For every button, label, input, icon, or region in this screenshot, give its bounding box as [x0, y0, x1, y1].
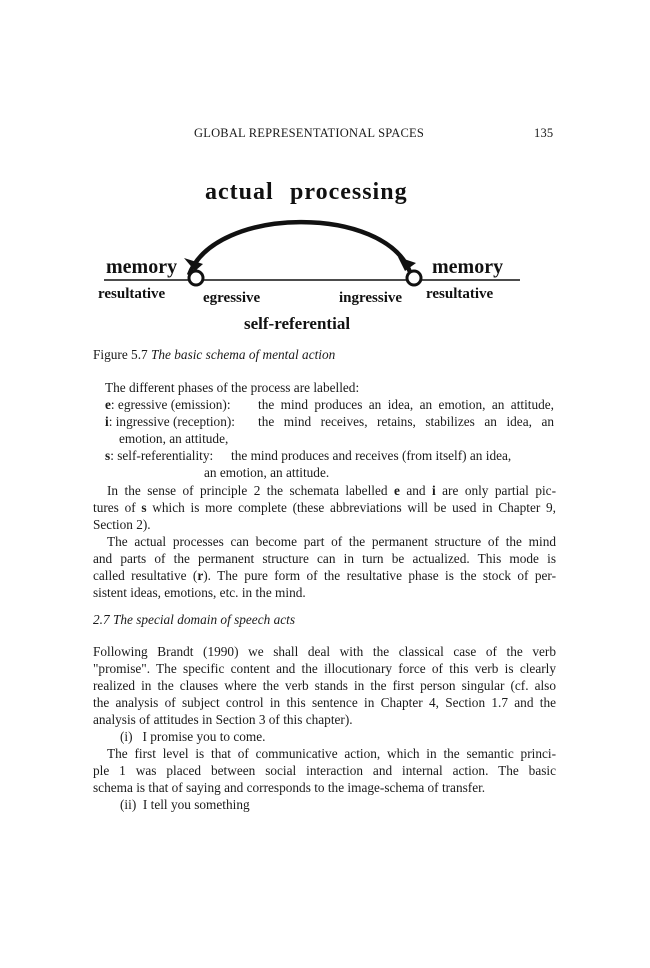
para3-line1: Following Brandt (1990) we shall deal with the classical case of the verb: [93, 644, 556, 659]
example-i: (i) I promise you to come.: [120, 729, 266, 744]
figure-title: The basic schema of mental action: [151, 347, 336, 362]
phase-e-label: [105, 397, 231, 413]
phase-i-key: i: [105, 414, 109, 429]
figure-caption: [93, 347, 335, 363]
para1-line3: Section 2).: [93, 517, 151, 532]
diagram-arc: [189, 222, 410, 275]
phase-e-label-text: : egressive (emission):: [110, 397, 231, 412]
phase-s-desc: the mind produces and receives (from itself) an idea,: [231, 448, 512, 463]
paragraph-resultative: [93, 533, 556, 601]
paragraph-promise: [93, 643, 556, 745]
phase-s-cont: an emotion, an attitude.: [204, 465, 330, 480]
para3-line2: "promise". The specific content and the illocutionary force of this verb is clearly: [93, 661, 556, 676]
para2-line1: The actual processes can become part of the permanent structure of the mind: [107, 534, 556, 549]
example-ii: (ii) I tell you something: [120, 797, 250, 812]
diagram-arrowhead-right: [398, 257, 416, 271]
phase-s-label: [105, 448, 213, 464]
section-heading: 2.7 The special domain of speech acts: [93, 612, 296, 627]
para1-line2: tures of s which is more complete (these abbreviations will be used in Chapter 9,: [93, 500, 556, 515]
phase-i-label: [105, 414, 235, 430]
phase-i-desc: the mind receives, retains, stabilizes an idea, an: [258, 414, 554, 429]
diagram-node-left: [189, 271, 203, 285]
para4-line3: schema is that of saying and corresponds to the image-schema of transfer.: [93, 780, 486, 795]
diagram-label-memory-left: memory: [106, 256, 178, 278]
phase-s-key: s: [105, 448, 111, 463]
para3-line5: analysis of attitudes in Section 3 of this chapter).: [93, 712, 353, 727]
para3-line3: realized in the clauses where the verb stands in the first person singular (cf. also: [93, 678, 556, 693]
para2-line3: called resultative (r). The pure form of the resultative phase is the stock of per-: [93, 568, 556, 583]
diagram-label-ingressive: ingressive: [339, 290, 403, 306]
running-title: GLOBAL REPRESENTATIONAL SPACES: [194, 126, 425, 140]
figure-label: Figure 5.7: [93, 347, 148, 362]
diagram-label-self-referential: self-referential: [244, 314, 351, 333]
diagram-label-processing: processing: [290, 179, 408, 205]
phase-s-label-text: : self-referentiality:: [110, 448, 214, 463]
paragraph-communicative: [93, 745, 556, 813]
para4-line2: ple 1 was placed between social interaction and internal action. The basic: [93, 763, 556, 778]
diagram-node-right: [407, 271, 421, 285]
diagram-label-resultative-right: resultative: [426, 286, 494, 302]
page-number: 135: [534, 126, 554, 140]
phase-i-label-text: : ingressive (reception):: [108, 414, 235, 429]
diagram-label-actual: actual: [205, 179, 274, 205]
para3-line4: the analysis of subject control in this sentence in Chapter 4, Section 1.7 and the: [93, 695, 556, 710]
phase-e-key: e: [105, 397, 111, 412]
diagram-label-egressive: egressive: [203, 290, 261, 306]
diagram-label-resultative-left: resultative: [98, 286, 166, 302]
para1-line1: In the sense of principle 2 the schemata labelled e and i are only partial pic-: [107, 483, 556, 498]
phase-i-cont: emotion, an attitude,: [119, 431, 229, 446]
phases-intro: The different phases of the process are labelled:: [105, 380, 360, 395]
phase-e-desc: the mind produces an idea, an emotion, an attitude,: [258, 397, 554, 412]
diagram-label-memory-right: memory: [432, 256, 504, 278]
para4-line1: The first level is that of communicative action, which in the semantic princi-: [107, 746, 556, 761]
paragraph-principle: [93, 482, 556, 533]
para2-line4: sistent ideas, emotions, etc. in the mind.: [93, 585, 306, 600]
para2-line2: and parts of the permanent structure can in turn be actualized. This mode is: [93, 551, 556, 566]
